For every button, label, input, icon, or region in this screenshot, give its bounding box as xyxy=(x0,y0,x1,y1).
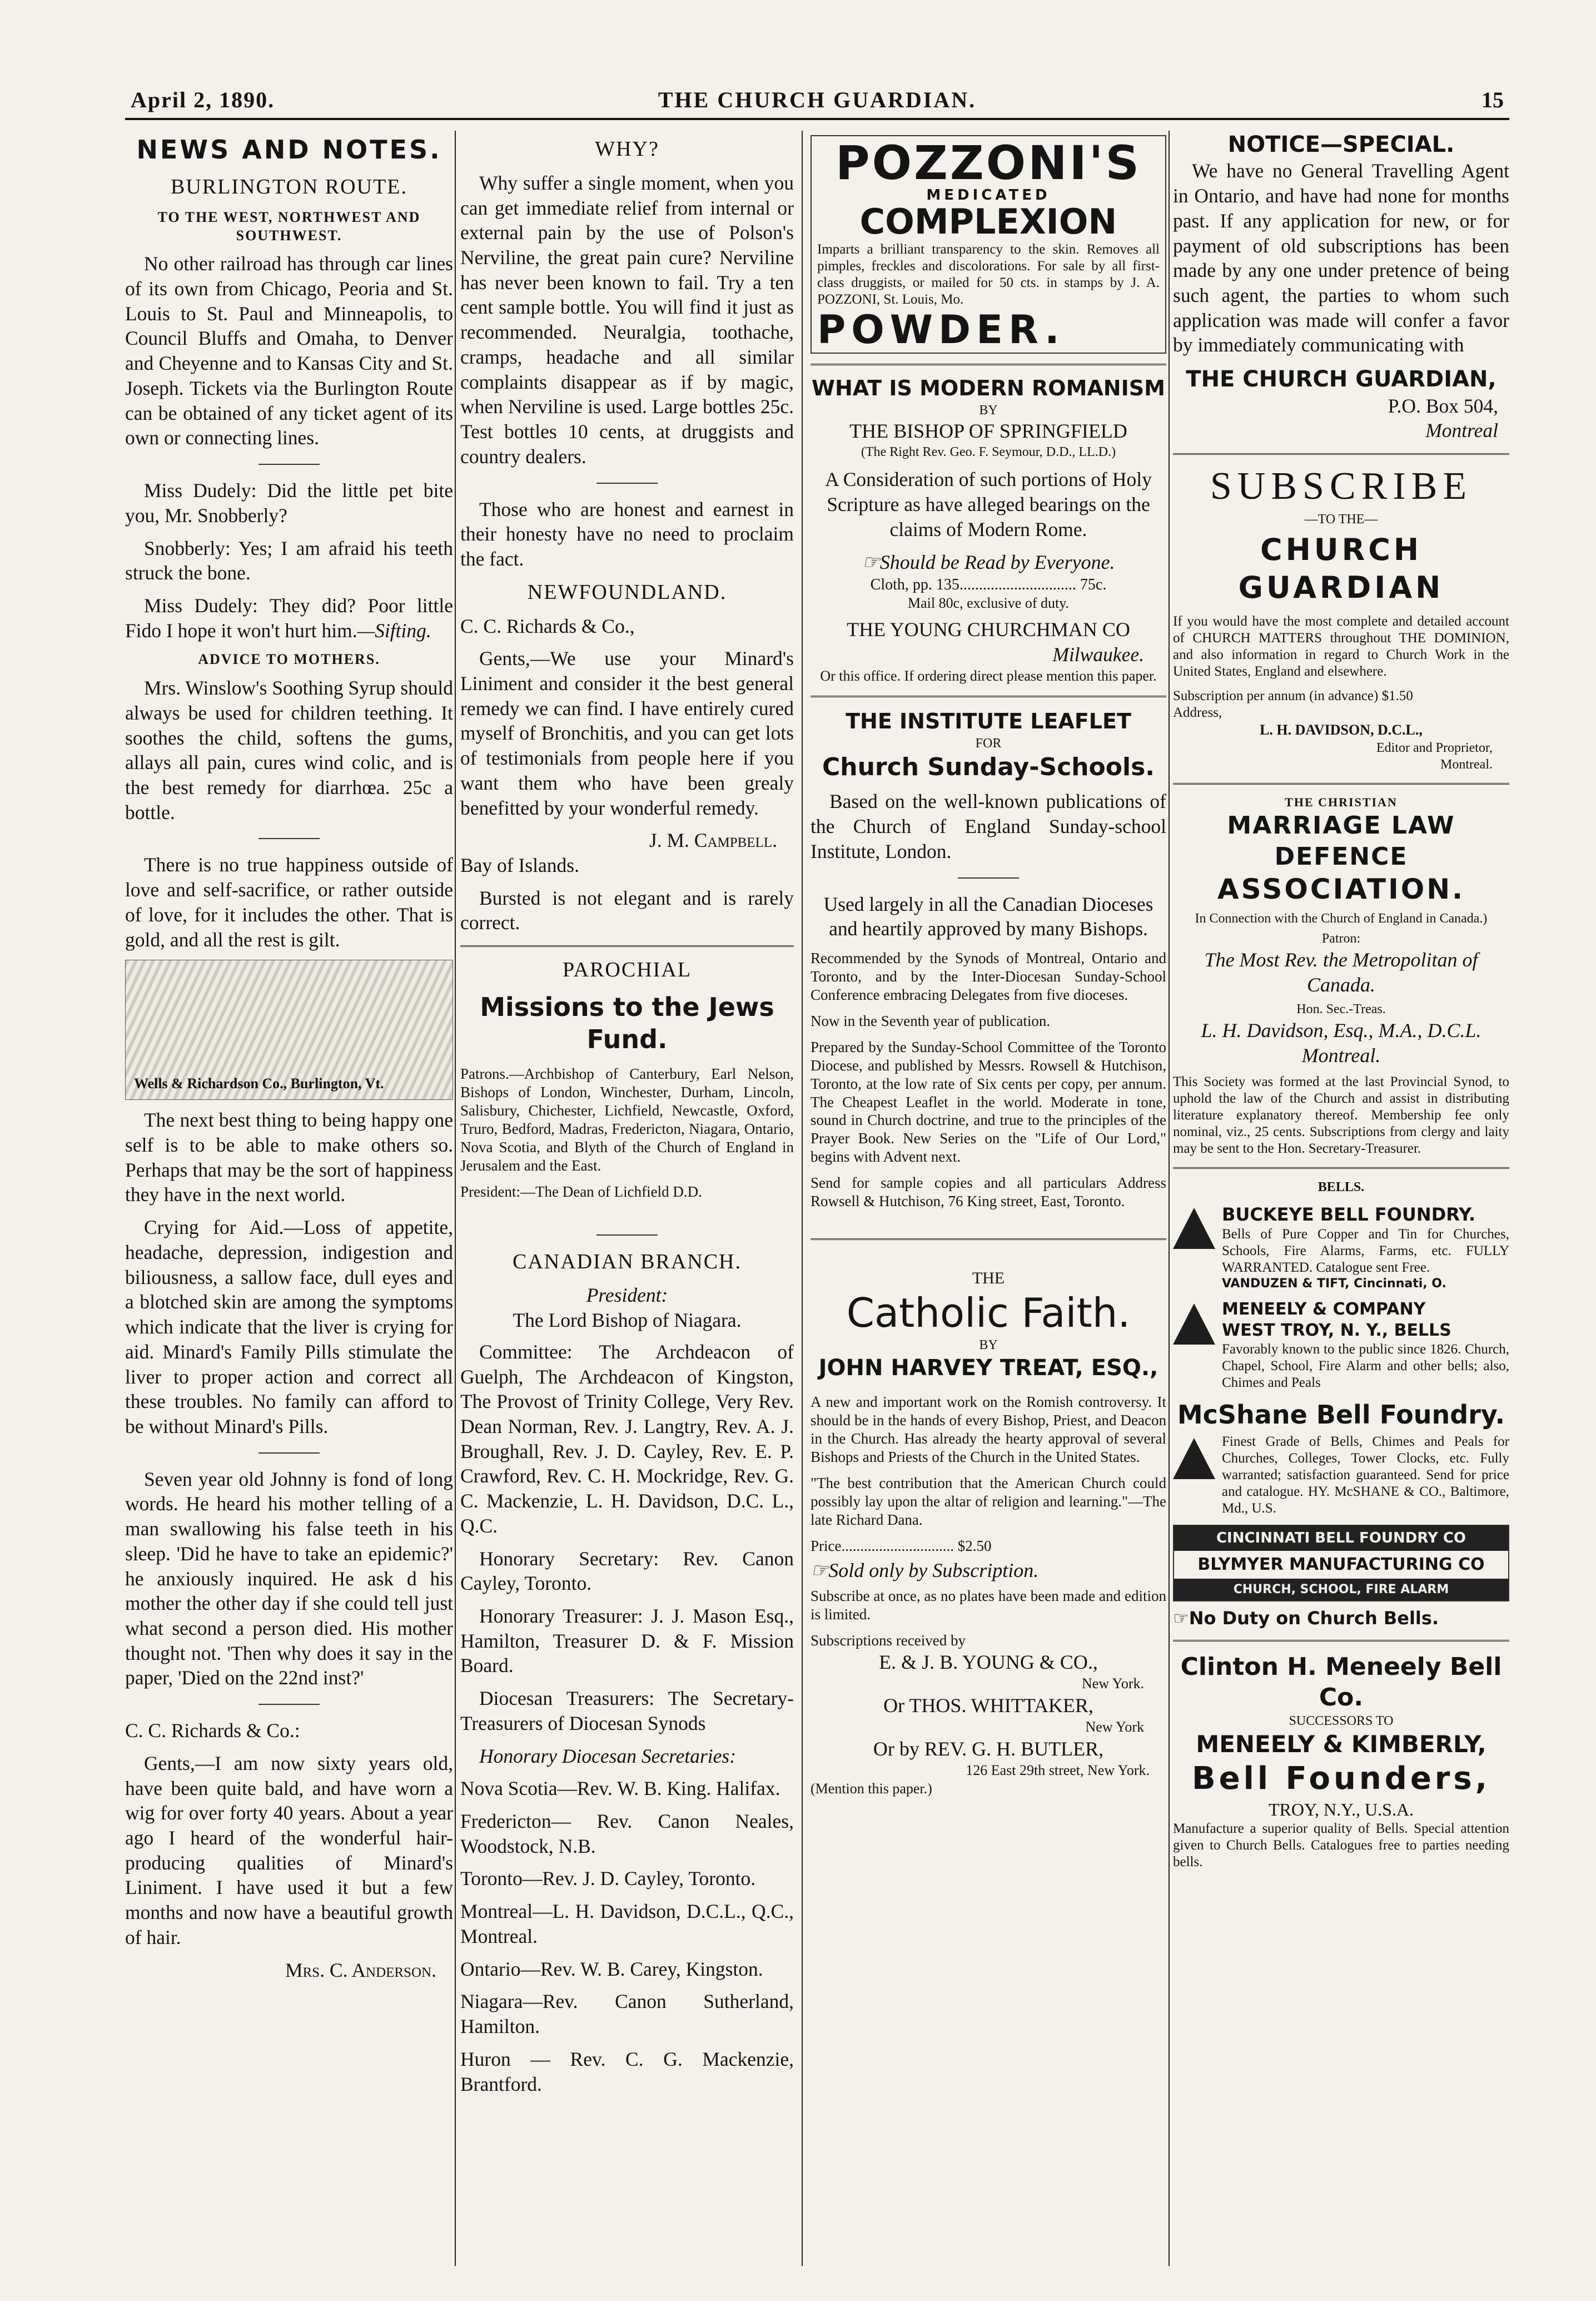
double-rule xyxy=(811,696,1166,697)
double-rule xyxy=(1173,1167,1509,1169)
advice-body: Mrs. Winslow's Soothing Syrup should always be used for children teething. It soothes the child, softens the gums, allays all pain, cures wind colic, and is the best remedy for diarrhœa. 25c a bottle. xyxy=(125,677,453,824)
bell-founders: Bell Founders, xyxy=(1191,1760,1491,1797)
price-line: Price.............................. $2.50 xyxy=(811,1537,992,1554)
consideration-text: A Consideration of such portions of Holy Scripture as have alleged bearings on the claims of Modern Rome. xyxy=(825,468,1152,540)
president-name: The Lord Bishop of Niagara. xyxy=(513,1309,742,1332)
issue-date: April 2, 1890. xyxy=(131,87,275,112)
send-text: Send for sample copies and all particulars Address Rowsell & Hutchison, 76 King street, East, Toronto. xyxy=(811,1174,1166,1210)
sold-by-subscription: ☞Sold only by Subscription. xyxy=(811,1559,1039,1582)
bell-icon xyxy=(1173,1208,1215,1249)
why-body: Why suffer a single moment, when you can get immediate relief from internal or external pain by the use of Polson's Nerviline, the great pain cure? Nerviline has never been known to fail. Try a ten cent sample bottle. You will find it just as recommended. Neuralgia, toothache, cramps, headache and all similar complaints disappear as if by magic, when Nerviline is used. Large bottles 25c. Test bottles 10 cents, at druggists and country dealers. xyxy=(460,171,794,468)
subscribe-body: If you would have the most complete and detailed account of CHURCH MATTERS throughout THE DOMINION, and also information in regard to Church Work in the United States, England and elsewhere. xyxy=(1173,614,1509,680)
pozzoni-text: Imparts a brilliant transparency to the skin. Removes all pimples, freckles and discolorations. For sale by all first-class druggists, or mailed for 50 cts. in stamps by J. A. POZZONI, St. Louis, Mo. xyxy=(817,241,1160,307)
institute-title: THE INSTITUTE LEAFLET xyxy=(846,708,1131,733)
missions-title: Missions to the Jews Fund. xyxy=(480,992,774,1054)
newfoundland-to: C. C. Richards & Co., xyxy=(460,614,635,637)
crying-for-aid: Crying for Aid.—Loss of appetite, headache, depression, indigestion and biliousness, a sallow face, dull eyes and a blotched skin are among the symptoms which indicate that the liver is crying for aid. Minard's Family Pills stimulate the liver to proper action and correct all these troubles. No family can afford to be without Minard's Pills. xyxy=(125,1216,453,1437)
pozzoni-complexion: COMPLEXION xyxy=(859,201,1117,242)
should-read: ☞Should be Read by Everyone. xyxy=(862,551,1115,573)
double-rule xyxy=(811,1238,1166,1240)
separator xyxy=(258,1704,320,1705)
johnny-anecdote: Seven year old Johnny is fond of long words. He heard his mother telling of a man swallowing his false teeth in his sleep. 'Did he have to take an epidemic?' he anxiously inquired. He ask d his mother the other day if she could tell just what second a person died. His mother thought not. 'Then why does it say in the paper, 'Died on the 22nd inst?' xyxy=(125,1467,453,1689)
new-york: New York xyxy=(1085,1719,1144,1735)
faded-advertisement-image xyxy=(125,960,453,1100)
header-rule xyxy=(125,118,1509,120)
diocese-list xyxy=(460,1776,794,2096)
double-rule xyxy=(1173,453,1509,455)
honorary-secretary: Honorary Secretary: Rev. Canon Cayley, Toronto. xyxy=(460,1547,794,1595)
pozzoni-medicated: MEDICATED xyxy=(926,187,1051,204)
meneely-kimberly: MENEELY & KIMBERLY, xyxy=(1196,1730,1486,1758)
subscription-price: Subscription per annum (in advance) $1.50 xyxy=(1173,688,1413,704)
separator xyxy=(258,838,320,839)
dudely-line: Miss Dudely: They did? Poor little Fido I hope it won't hurt him.—Sifting. xyxy=(125,594,453,642)
pozzoni-name: POZZONI'S xyxy=(836,136,1141,190)
po-box: P.O. Box 504, xyxy=(1388,394,1498,417)
hon-sec-treas: Hon. Sec.-Treas. xyxy=(1296,1002,1386,1017)
parochial-title: PAROCHIAL xyxy=(563,958,692,982)
society-text: This Society was formed at the last Provincial Synod, to uphold the law of the Church and assist in distributing literature explanatory thereof. Membership fee only nominal, viz., 25 cents. Subscriptions from clergy and laity may be sent to the Hon. Secretary-Treasurer. xyxy=(1173,1074,1509,1157)
butler: Or by REV. G. H. BUTLER, xyxy=(873,1737,1104,1760)
next-best-text: The next best thing to being happy one self is to be able to make others so. Perhaps that may be the sort of happiness they have in the next world. xyxy=(125,1109,453,1206)
cc-testimonial: Gents,—I am now sixty years old, have been quite bald, and have worn a wig for over forty 40 years. About a year ago I heard of the wonderful hair-producing qualities of Minard's Liniment. I have used it but a few months and now have a beautiful growth of hair. xyxy=(125,1752,453,1948)
bell-icon xyxy=(1173,1438,1215,1479)
quote-text: "The best contribution that the American Church could possibly lay upon the altar of religion and learning."—The late Richard Dana. xyxy=(811,1474,1166,1528)
newfoundland-body: Gents,—We use your Minard's Liniment and consider it the best general remedy we can find. I have entirely cured myself of Bronchitis, and you can get lots of testimonials from people here if you want them who have been grealy benefitted by your wonderful remedy. xyxy=(460,647,794,819)
mcshane-body: Finest Grade of Bells, Chimes and Peals for Churches, Colleges, Tower Clocks, etc. Fully warranted; satisfaction guaranteed. Send for price and catalogue. HY. McSHANE & CO., Baltimore, Md., U.S. xyxy=(1222,1434,1509,1516)
cloth-price: Cloth, pp. 135.............................. 75c. xyxy=(870,576,1107,593)
burlington-body: No other railroad has through car lines of its own from Chicago, Peoria and St. Louis to St. Paul and Minneapolis, to Council Bluffs and Omaha, to Denver and Cheyenne and to Kansas City and St. Joseph. Tickets via the Burlington Route can be obtained of any ticket agent of its own or connecting lines. xyxy=(125,252,453,449)
dudely-line: Miss Dudely: Did the little pet bite you, Mr. Snobberly? xyxy=(125,479,453,527)
davidson: L. H. DAVIDSON, D.C.L., xyxy=(1260,722,1423,738)
diocese-item: Huron — Rev. C. G. Mackenzie, Brantford. xyxy=(460,2047,794,2095)
bursted-text: Bursted is not elegant and is rarely correct. xyxy=(460,886,794,934)
cincinnati-advertisement xyxy=(1173,1525,1509,1601)
committee-text: Committee: The Archdeacon of Guelph, The Archdeacon of Kingston, The Provost of Trinity College, Very Rev. Dean Norman, Rev. J. Langtry, Rev. A. J. Broughall, Rev. J. D. Cayley, Rev. E. P. Crawford, Rev. C. H. Mockridge, Rev. G. C. Mackenzie, L. H. Davidson, D.C. L., Q.C. xyxy=(460,1340,794,1537)
column-4 xyxy=(1173,131,1509,2277)
mail-price: Mail 80c, exclusive of duty. xyxy=(907,595,1070,612)
pozzoni-advertisement xyxy=(811,135,1166,354)
diocese-item: Montreal—L. H. Davidson, D.C.L., Q.C., Montreal. xyxy=(460,1900,794,1947)
mcshane-advertisement xyxy=(1173,1434,1509,1517)
seventh-year: Now in the Seventh year of publication. xyxy=(811,1012,1051,1029)
milwaukee: Milwaukee. xyxy=(1052,643,1144,666)
john-harvey-treat: JOHN HARVEY TREAT, ESQ., xyxy=(818,1355,1159,1381)
vanduzen: VANDUZEN & TIFT, Cincinnati, O. xyxy=(1222,1276,1446,1291)
pointing-hand-icon: ☞ xyxy=(811,1559,829,1582)
christian-label: THE CHRISTIAN xyxy=(1285,795,1398,810)
diocese-item: Fredericton— Rev. Canon Neales, Woodstock, N.B. xyxy=(460,1810,794,1857)
subscribe-once: Subscribe at once, as no plates have been made and edition is limited. xyxy=(811,1587,1166,1623)
faded-ad-text: Wells & Richardson Co., Burlington, Vt. xyxy=(134,1075,384,1092)
connection-text: In Connection with the Church of England in Canada.) xyxy=(1195,911,1488,926)
editor-proprietor: Editor and Proprietor, xyxy=(1376,741,1493,756)
new-work-text: A new and important work on the Romish controversy. It should be in the hands of every Bishop, Priest, and Deacon in the Church. Has already the hearty approval of several Bishops and Priests of the Church in the United States. xyxy=(811,1393,1166,1465)
separator xyxy=(258,464,320,465)
young-churchman: THE YOUNG CHURCHMAN CO xyxy=(847,618,1130,641)
cincinnati-title: CINCINNATI BELL FOUNDRY CO xyxy=(1174,1526,1508,1551)
the-label: THE xyxy=(972,1269,1005,1288)
mcshane-title: McShane Bell Foundry. xyxy=(1177,1400,1505,1430)
pozzoni-powder: POWDER. xyxy=(817,306,1065,353)
blymyer-subtitle: CHURCH, SCHOOL, FIRE ALARM xyxy=(1174,1579,1508,1601)
patron-label: Patron: xyxy=(1321,931,1361,946)
notice-special: NOTICE—SPECIAL. xyxy=(1227,132,1455,157)
by-label: BY xyxy=(979,1338,998,1353)
association: ASSOCIATION. xyxy=(1217,873,1465,906)
column-divider xyxy=(802,131,803,2266)
marriage-law-defence: MARRIAGE LAW DEFENCE xyxy=(1227,811,1455,871)
metropolitan: The Most Rev. the Metropolitan of Canada. xyxy=(1204,948,1478,996)
honest-text: Those who are honest and earnest in their honesty have no need to proclaim the fact. xyxy=(460,498,794,570)
newfoundland-signature: J. M. Campbell. xyxy=(649,829,777,852)
diocese-item: Ontario—Rev. W. B. Carey, Kingston. xyxy=(460,1957,763,1980)
order-note: Or this office. If ordering direct please mention this paper. xyxy=(820,668,1157,685)
why-title: WHY? xyxy=(595,137,659,161)
canadian-branch-title: CANADIAN BRANCH. xyxy=(512,1249,742,1273)
based-text: Based on the well-known publications of the Church of England Sunday-school Institute, London. xyxy=(811,790,1166,862)
troy-ny: TROY, N.Y., U.S.A. xyxy=(1268,1799,1414,1820)
catholic-faith-title: Catholic Faith. xyxy=(846,1289,1131,1336)
subscribe-title: SUBSCRIBE xyxy=(1210,464,1473,508)
manufacture-text: Manufacture a superior quality of Bells. Special attention given to Church Bells. Catalogues free to parties needing bells. xyxy=(1173,1821,1509,1870)
pointing-hand-icon: ☞ xyxy=(862,551,880,573)
prepared-text: Prepared by the Sunday-School Committee of the Toronto Diocese, and published by Messrs. Rowsell & Hutchison, Toronto, at the low rate of Six cents per copy, per annum. The Cheapest Leaflet in the world. Moderate in tone, sound in Church doctrine, and true to the principles of the Prayer Book. New Series on the "Life of Our Lord," begins with Advent next. xyxy=(811,1038,1166,1166)
patrons-text: Patrons.—Archbishop of Canterbury, Earl Nelson, Bishops of London, Winchester, Durham, Lincoln, Salisbury, Chichester, Lichfield, Newcastle, Oxford, Truro, Bedford, Madras, Fredericton, Niagara, Ontario, Nova Scotia, and Blyth of the Church of England in Jerusalem and the East. xyxy=(460,1065,794,1174)
to-the-label: —TO THE— xyxy=(1304,512,1378,527)
buckeye-advertisement xyxy=(1173,1203,1509,1291)
newspaper-title: THE CHURCH GUARDIAN. xyxy=(658,87,977,112)
newfoundland-title: NEWFOUNDLAND. xyxy=(527,580,727,604)
president-label: President: xyxy=(586,1284,668,1307)
for-label: FOR xyxy=(975,736,1002,751)
cc-heading: C. C. Richards & Co.: xyxy=(125,1719,300,1742)
column-divider xyxy=(1169,131,1170,2266)
address-label: Address, xyxy=(1173,705,1222,721)
young-co: E. & J. B. YOUNG & CO., xyxy=(879,1650,1098,1673)
clinton-meneely: Clinton H. Meneely Bell Co. xyxy=(1180,1652,1502,1712)
column-divider xyxy=(455,131,456,2266)
diocese-item: Nova Scotia—Rev. W. B. King. Halifax. xyxy=(460,1777,780,1800)
montreal: Montreal xyxy=(1425,419,1498,442)
news-heading: NEWS AND NOTES. xyxy=(136,135,442,165)
montreal: Montreal. xyxy=(1440,757,1493,772)
diocese-item: Niagara—Rev. Canon Sutherland, Hamilton. xyxy=(460,1990,794,2038)
happiness-text: There is no true happiness outside of love and self-sacrifice, or rather outside of love, for it includes the other. That is gold, and all the rest is gilt. xyxy=(125,854,453,951)
separator xyxy=(958,877,1019,879)
buckeye-body: Bells of Pure Copper and Tin for Churches, Schools, Fire Alarms, Farms, etc. FULLY WARRANTED. Catalogue sent Free. xyxy=(1222,1226,1509,1275)
meneely-advertisement xyxy=(1173,1299,1509,1391)
no-duty: ☞No Duty on Church Bells. xyxy=(1173,1608,1439,1629)
separator xyxy=(596,1234,658,1236)
church-guardian-address: THE CHURCH GUARDIAN, xyxy=(1186,366,1496,393)
notice-body: We have no General Travelling Agent in Ontario, and have had none for months past. If any application for new, or for payment of old subscriptions has been made by any one under pretence of being such agent, the parties to whom such application was made will confer a favor by immediately communicating with xyxy=(1173,160,1509,356)
column-1 xyxy=(125,131,453,2277)
blymyer-title: BLYMYER MANUFACTURING CO xyxy=(1197,1554,1485,1574)
honorary-diocesan-secretaries: Honorary Diocesan Secretaries: xyxy=(479,1744,737,1767)
double-rule xyxy=(1173,783,1509,785)
burlington-subtitle: TO THE WEST, NORTHWEST AND SOUTHWEST. xyxy=(157,209,421,244)
romanism-title: WHAT IS MODERN ROMANISM xyxy=(812,375,1165,400)
honorary-treasurer: Honorary Treasurer: J. J. Mason Esq., Hamilton, Treasurer D. & F. Mission Board. xyxy=(460,1605,794,1677)
received-by: Subscriptions received by xyxy=(811,1631,966,1649)
bell-icon xyxy=(1173,1303,1215,1345)
president-text: President:—The Dean of Lichfield D.D. xyxy=(460,1183,702,1200)
successors-label: SUCCESSORS TO xyxy=(1289,1714,1394,1729)
diocesan-treasurers: Diocesan Treasurers: The Secretary-Treasurers of Diocesan Synods xyxy=(460,1687,794,1734)
whittaker: Or THOS. WHITTAKER, xyxy=(883,1694,1093,1717)
column-2 xyxy=(460,131,794,2277)
recommended-text: Recommended by the Synods of Montreal, Ontario and Toronto, and by the Inter-Diocesan Sunday-School Conference embracing Delegates from five dioceses. xyxy=(811,949,1166,1003)
advice-title: ADVICE TO MOTHERS. xyxy=(198,651,380,668)
double-rule xyxy=(1173,1640,1509,1642)
pointing-hand-icon: ☞ xyxy=(1173,1608,1189,1629)
page-header xyxy=(125,82,1509,116)
bishop-springfield: THE BISHOP OF SPRINGFIELD xyxy=(849,419,1127,442)
bells-label: BELLS. xyxy=(1317,1180,1365,1195)
column-3 xyxy=(811,131,1166,2277)
davidson-secretary: L. H. Davidson, Esq., M.A., D.C.L. Montreal. xyxy=(1201,1019,1481,1067)
mention-paper: (Mention this paper.) xyxy=(811,1780,932,1797)
cc-signature: Mrs. C. Anderson. xyxy=(285,1958,436,1981)
used-text: Used largely in all the Canadian Dioceses and heartily approved by many Bishops. xyxy=(823,892,1154,940)
bishop-subtitle: (The Right Rev. Geo. F. Seymour, D.D., LL.D.) xyxy=(861,445,1116,460)
separator xyxy=(596,483,658,484)
separator xyxy=(258,1452,320,1454)
church-guardian-title: CHURCH GUARDIAN xyxy=(1238,532,1444,606)
meneely-company: MENEELY & COMPANY xyxy=(1222,1300,1426,1320)
meneely-body: Favorably known to the public since 1826. Church, Chapel, School, Fire Alarm and other bells; also, Chimes and Peals xyxy=(1222,1342,1509,1391)
new-york: New York. xyxy=(1082,1675,1144,1692)
burlington-title: BURLINGTON ROUTE. xyxy=(171,175,407,199)
buckeye-title: BUCKEYE BELL FOUNDRY. xyxy=(1222,1204,1476,1226)
double-rule xyxy=(811,364,1166,365)
sunday-schools: Church Sunday-Schools. xyxy=(822,752,1155,781)
dudely-line: Snobberly: Yes; I am afraid his teeth struck the bone. xyxy=(125,537,453,584)
by-label: BY xyxy=(979,403,998,418)
butler-address: 126 East 29th street, New York. xyxy=(966,1762,1150,1779)
west-troy: WEST TROY, N. Y., BELLS xyxy=(1222,1321,1451,1341)
diocese-item: Toronto—Rev. J. D. Cayley, Toronto. xyxy=(460,1867,756,1890)
page-number: 15 xyxy=(1481,87,1504,112)
newfoundland-place: Bay of Islands. xyxy=(460,854,579,876)
double-rule xyxy=(460,945,794,947)
